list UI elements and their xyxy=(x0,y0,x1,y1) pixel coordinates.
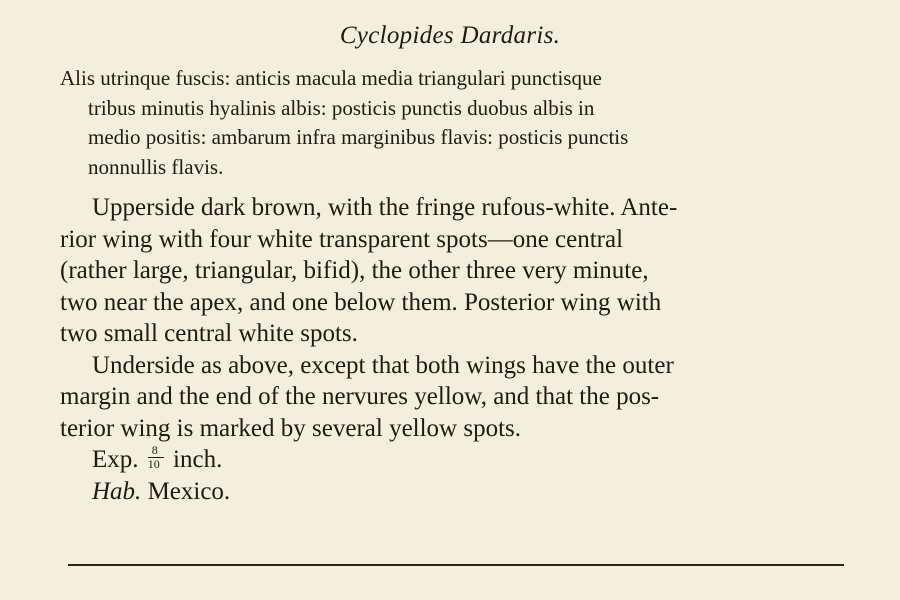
fraction-numerator: 8 xyxy=(151,443,158,457)
expanse-line xyxy=(60,444,850,476)
latin-line: Alis utrinque fuscis: anticis macula media triangulari punctisque xyxy=(60,66,602,90)
underside-line: terior wing is marked by several yellow spots. xyxy=(60,414,522,442)
habitat-value: Mexico. xyxy=(147,477,231,505)
habitat-label: Hab. xyxy=(92,477,142,505)
upperside-line: two small central white spots. xyxy=(60,320,358,347)
latin-line: medio positis: ambarum infra marginibus flavis: posticis punctis xyxy=(88,125,629,149)
expanse-unit: inch. xyxy=(173,446,223,473)
upperside-line: Upperside dark brown, with the fringe rufous-white. Ante- xyxy=(92,194,678,221)
upperside-line: rior wing with four white transparent spots—one central xyxy=(60,225,624,253)
latin-description xyxy=(60,64,850,182)
latin-line: nonnullis flavis. xyxy=(88,154,224,179)
habitat-line xyxy=(60,476,850,508)
latin-line: tribus minutis hyalinis albis: posticis punctis duobus albis in xyxy=(88,95,595,120)
fraction-denominator: 10 xyxy=(147,457,160,471)
underside-line: Underside as above, except that both wings have the outer xyxy=(92,351,674,379)
species-title: Cyclopides Dardaris. xyxy=(339,22,561,49)
english-description xyxy=(60,192,850,507)
underside-line: margin and the end of the nervures yellow, and that the pos- xyxy=(60,383,660,410)
section-divider xyxy=(68,564,844,566)
expanse-fraction xyxy=(145,443,167,471)
expanse-label: Exp. xyxy=(92,446,139,473)
upperside-line: (rather large, triangular, bifid), the other three very minute, xyxy=(60,257,649,284)
upperside-line: two near the apex, and one below them. Posterior wing with xyxy=(60,288,662,316)
